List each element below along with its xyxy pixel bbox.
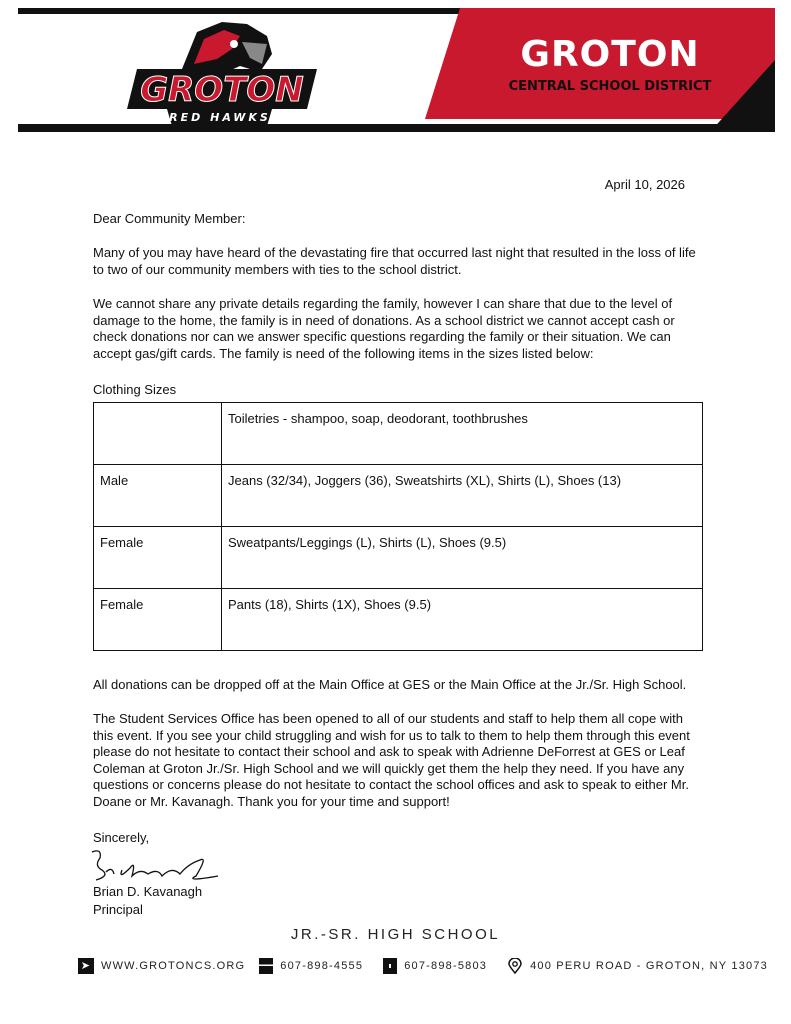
table-row <box>94 403 703 465</box>
clothing-sizes-table <box>93 402 703 651</box>
fax-icon <box>259 958 273 974</box>
footer-website[interactable]: WWW.GROTONCS.ORG <box>101 960 246 972</box>
paragraph-dropoff: All donations can be dropped off at the Main Office at GES or the Main Office at the Jr./Sr. High School. <box>93 677 687 692</box>
signature <box>88 846 228 884</box>
table-caption: Clothing Sizes <box>93 382 177 397</box>
table-cell-items: Pants (18), Shirts (1X), Shoes (9.5) <box>222 589 703 651</box>
footer-school: JR.-SR. HIGH SCHOOL <box>290 926 501 943</box>
table-cell-items: Toiletries - shampoo, soap, deodorant, toothbrushes <box>222 403 703 465</box>
paragraph-support: The Student Services Office has been opened to all of our students and staff to help them all cope with this event. If you see your child struggling and wish for us to talk to them to help them through this event please do not hesitate to contact their school and ask to speak with Adrienne DeForrest at GES or Leaf Coleman at Groton Jr./Sr. High School and we will quickly get them the help they need. If you have any questions or concerns please do not hesitate to contact the school offices and ask to speak to either Mr. Doane or Mr. Kavanagh. Thank you for your time and support! <box>93 711 690 809</box>
closing: Sincerely, <box>93 830 150 845</box>
phone-icon <box>383 958 397 974</box>
table-row <box>94 589 703 651</box>
svg-text:RED HAWKS: RED HAWKS <box>169 111 271 124</box>
cursor-icon: ➤ <box>78 958 94 974</box>
footer-phone: 607-898-4555 <box>280 960 364 972</box>
table-cell-who: Female <box>94 527 222 589</box>
table-row <box>94 465 703 527</box>
logo-text: GROTON <box>140 70 304 110</box>
red-hawks-logo <box>122 14 322 126</box>
letter-date: April 10, 2026 <box>604 177 685 192</box>
footer-contact <box>78 958 782 974</box>
signer-title: Principal <box>93 902 143 917</box>
table-cell-who <box>94 403 222 465</box>
footer-fax: 607-898-5803 <box>404 960 488 972</box>
table-cell-items: Jeans (32/34), Joggers (36), Sweatshirts (XL), Shirts (L), Shoes (13) <box>222 465 703 527</box>
district-title: GROTON <box>520 34 700 75</box>
paragraph-fire: Many of you may have heard of the devastating fire that occurred last night that resulted in the loss of life to two of our community members with ties to the school district. <box>93 245 696 277</box>
signer-name: Brian D. Kavanagh <box>93 884 203 899</box>
location-pin-icon <box>507 958 523 974</box>
footer-address: 400 PERU ROAD - GROTON, NY 13073 <box>530 960 768 972</box>
table-cell-items: Sweatpants/Leggings (L), Shirts (L), Shoes (9.5) <box>222 527 703 589</box>
salutation: Dear Community Member: <box>93 211 246 226</box>
table-row <box>94 527 703 589</box>
paragraph-donations: We cannot share any private details regarding the family, however I can share that due to the level of damage to the home, the family is in need of donations. As a school district we cannot accept cash or check donations nor can we answer specific questions regarding the family or their situation. We can accept gas/gift cards. The family is need of the following items in the sizes listed below: <box>93 296 675 361</box>
district-subtitle: CENTRAL SCHOOL DISTRICT <box>508 79 712 94</box>
table-cell-who: Male <box>94 465 222 527</box>
table-cell-who: Female <box>94 589 222 651</box>
